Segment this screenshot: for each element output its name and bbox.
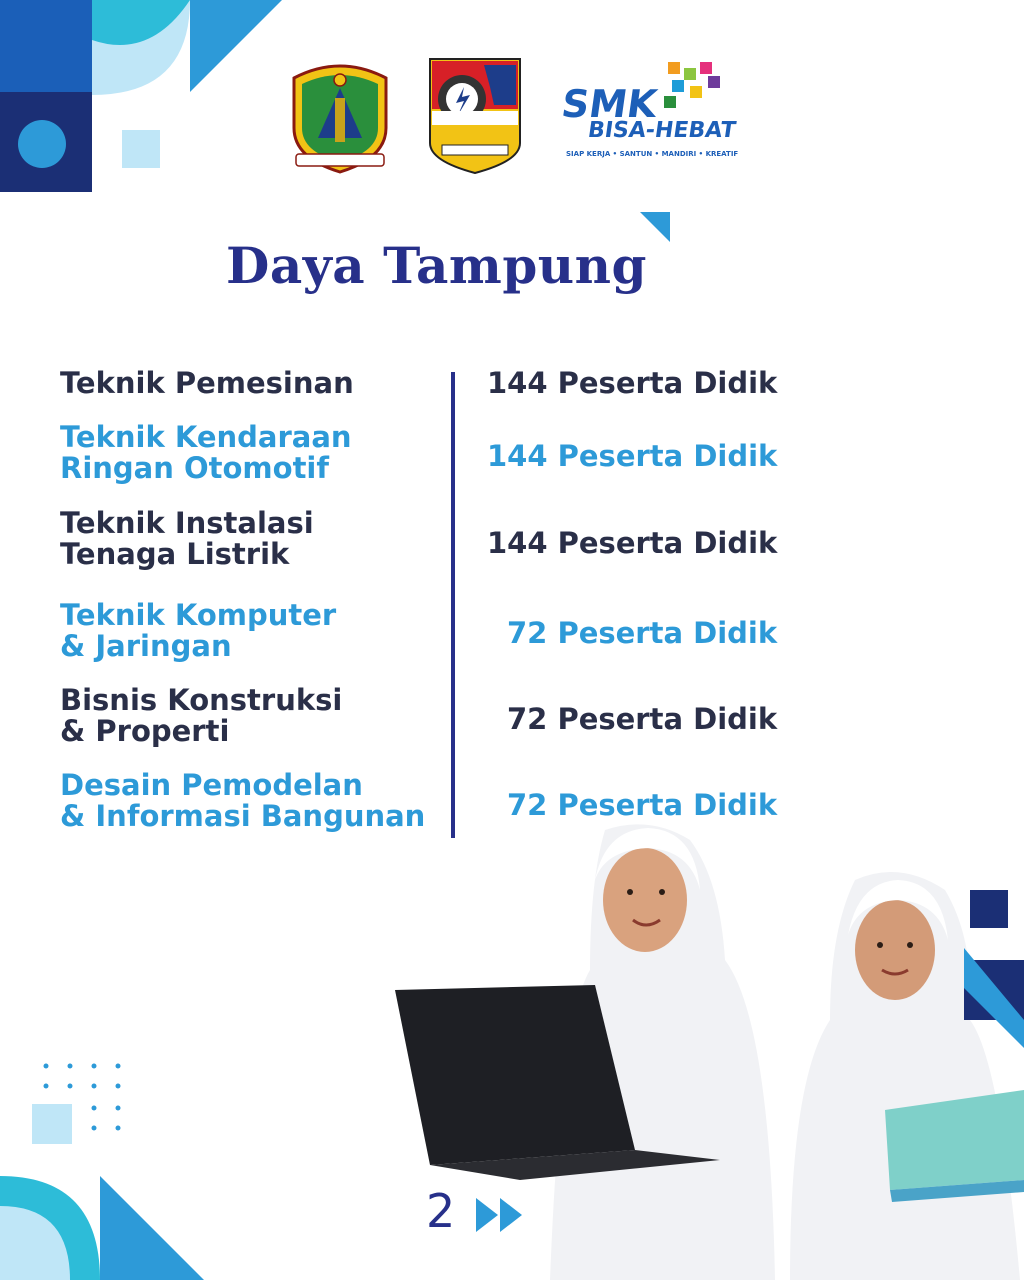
- next-arrows-icon[interactable]: [474, 1196, 526, 1234]
- smk-tagline: SIAP KERJA • SANTUN • MANDIRI • KREATIF: [566, 150, 739, 158]
- program-name-6-line2: & Informasi Bangunan: [60, 799, 426, 833]
- program-name-6: [60, 770, 425, 832]
- program-name-2: [60, 422, 352, 484]
- corner-decoration-top-left: [0, 0, 300, 200]
- page-number: 2: [426, 1184, 456, 1238]
- smk-bisa-hebat-logo: [560, 60, 740, 180]
- program-name-4-line1: Teknik Komputer: [60, 598, 337, 632]
- corner-decoration-right: [964, 888, 1024, 1048]
- program-capacity-1: 144 Peserta Didik: [487, 366, 778, 400]
- program-name-2-line2: Ringan Otomotif: [60, 451, 329, 485]
- program-name-3-line2: Tenaga Listrik: [60, 537, 290, 571]
- program-name-3-line1: Teknik Instalasi: [60, 506, 314, 540]
- jawa-tengah-emblem: [288, 58, 392, 174]
- bisa-hebat-word: BISA-HEBAT: [586, 118, 738, 143]
- program-name-5: [60, 685, 342, 747]
- program-name-3: [60, 508, 314, 570]
- program-name-5-line2: & Properti: [60, 714, 230, 748]
- smkn2-sragen-emblem: [428, 57, 522, 175]
- program-name-1-line1: Teknik Pemesinan: [60, 366, 354, 400]
- page-title: Daya Tampung: [226, 236, 647, 295]
- program-name-1: [60, 368, 354, 399]
- program-capacity-4: 72 Peserta Didik: [507, 616, 778, 650]
- program-name-2-line1: Teknik Kendaraan: [60, 420, 352, 454]
- column-divider: [451, 372, 455, 838]
- program-name-4-line2: & Jaringan: [60, 629, 232, 663]
- program-capacity-6: 72 Peserta Didik: [507, 788, 778, 822]
- program-capacity-3: 144 Peserta Didik: [487, 526, 778, 560]
- program-name-5-line1: Bisnis Konstruksi: [60, 683, 343, 717]
- light-square-decoration: [32, 1104, 72, 1144]
- corner-decoration-bottom-left: [0, 1176, 210, 1280]
- program-capacity-5: 72 Peserta Didik: [507, 702, 778, 736]
- program-name-4: [60, 600, 336, 662]
- smk-word: SMK: [558, 82, 660, 126]
- program-capacity-2: 144 Peserta Didik: [487, 439, 778, 473]
- program-name-6-line1: Desain Pemodelan: [60, 768, 363, 802]
